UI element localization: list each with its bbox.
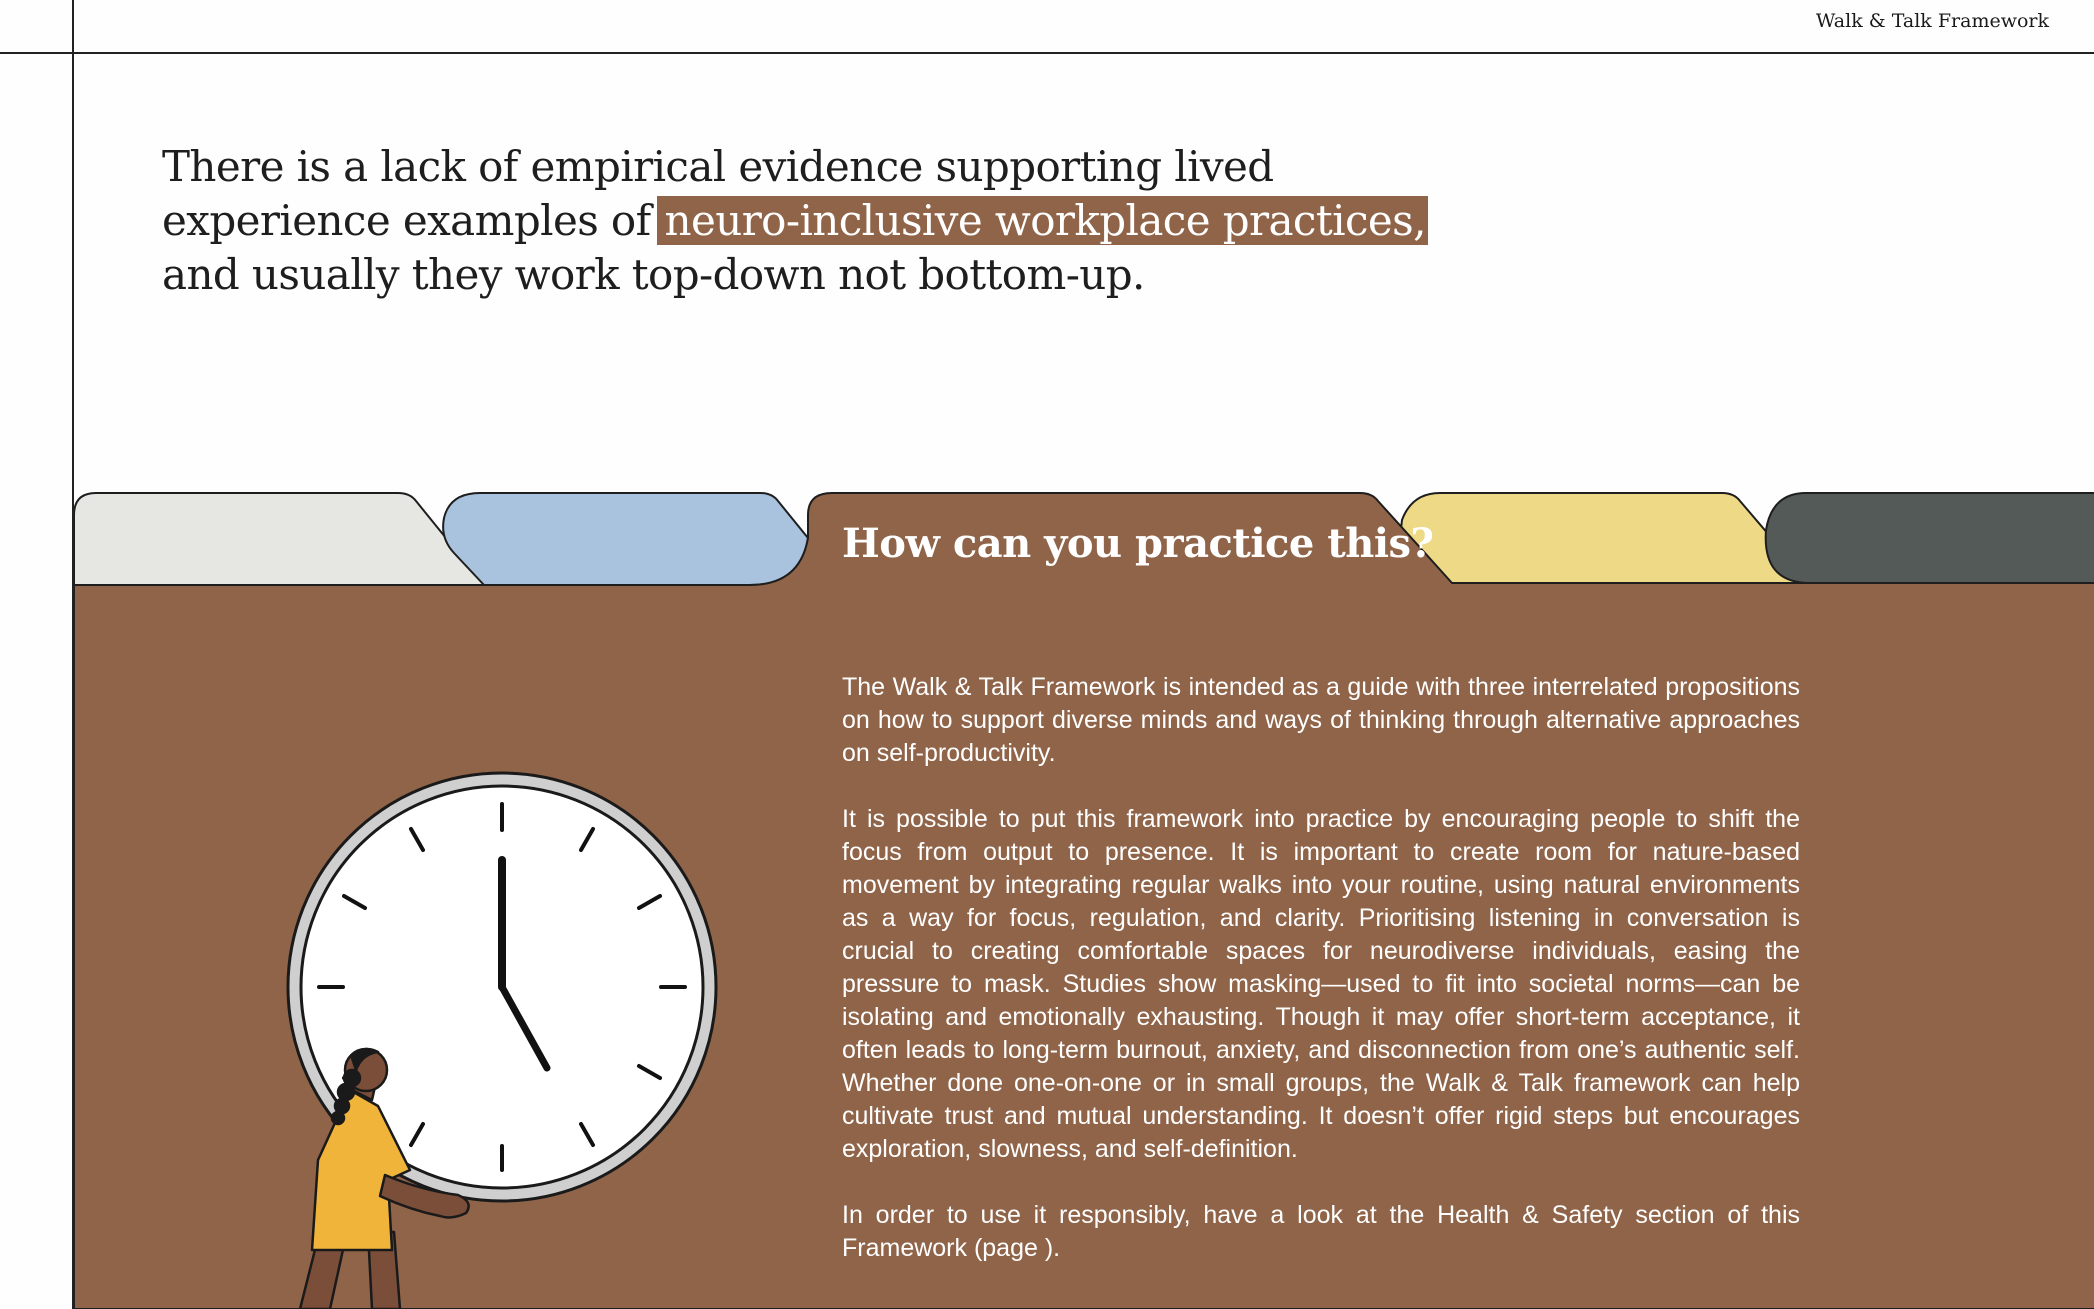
pull-quote-text-end: and usually they work top-down not bottom-up. — [162, 250, 1145, 299]
tab-yellow — [1400, 493, 1810, 583]
tab-dark — [1766, 493, 2094, 583]
pull-quote-highlight: neuro-inclusive workplace practices, — [657, 196, 1428, 245]
tab-blue — [443, 493, 808, 585]
body-paragraph: The Walk & Talk Framework is intended as a guide with three interrelated propositions on how to support diverse minds and ways of thinking through alternative approaches on self-productivity. — [842, 673, 1800, 767]
section-body — [842, 671, 1800, 1298]
running-header: Walk & Talk Framework — [1815, 10, 2049, 32]
body-paragraph: It is possible to put this framework into practice by encouraging people to shift the focus from output to presence. It is important to create room for nature-based movement by integrating regular walks into your routine, using natural environments as a way for focus, regulation, and clarity. Prioritising listening in conversation is crucial to creating comfortable spaces for neurodiverse individuals, easing the pressure to mask. Studies show masking—used to fit into societal norms—can be isolating and emotionally exhausting. Though it may offer short-term acceptance, it often leads to long-term burnout, anxiety, and disconnection from one’s authentic self. Whether done one-on-one or in small groups, the Walk & Talk framework can help cultivate trust and mutual understanding. It doesn’t offer rigid steps but encourages exploration, slowness, and self-definition. — [842, 805, 1800, 1163]
pull-quote-text: There is a lack of empirical evidence supporting lived experience examples of — [162, 142, 1274, 245]
section-heading: How can you practice this? — [842, 520, 1434, 567]
tab-grey — [74, 493, 484, 585]
margin-rule — [72, 0, 74, 1309]
clock-illustration — [280, 760, 740, 1309]
body-paragraph: In order to use it responsibly, have a look at the Health & Safety section of this Framework (page ). — [842, 1201, 1800, 1262]
